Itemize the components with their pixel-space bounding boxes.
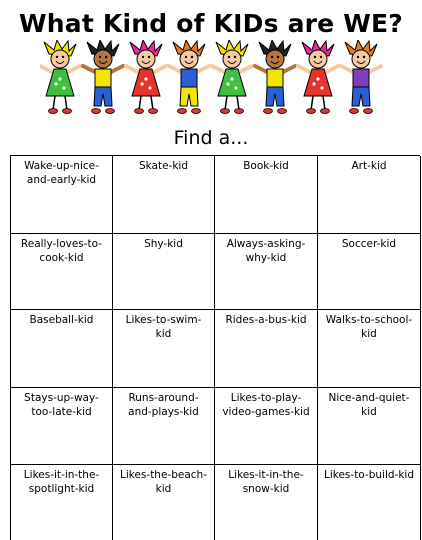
grid-cell-text: and-plays-kid (128, 406, 199, 418)
grid-cell (215, 156, 318, 234)
grid-cell-text: spotlight-kid (28, 483, 95, 495)
grid-cell-text: snow-kid (242, 483, 290, 495)
grid-cell (11, 388, 113, 465)
grid-cell (113, 156, 215, 234)
grid-cell-text: Shy-kid (144, 238, 183, 250)
grid-cell (113, 388, 215, 465)
kid-figure (298, 40, 338, 114)
grid-cell-text: Likes-to-build-kid (324, 469, 414, 481)
grid-cell-text: video-games-kid (222, 406, 310, 418)
grid-cell (318, 388, 421, 465)
kid-figure (255, 40, 295, 114)
grid-cell (11, 234, 113, 310)
grid-cell (113, 234, 215, 310)
grid-cell (11, 465, 113, 540)
grid-cell (318, 310, 421, 388)
kid-figure (83, 40, 123, 114)
grid-cell (215, 465, 318, 540)
grid-cell (318, 465, 421, 540)
grid-cell (11, 310, 113, 388)
grid-cell-text: kid (155, 483, 172, 495)
grid-cell-text: Rides-a-bus-kid (225, 314, 307, 326)
grid-cell-text: Wake-up-nice- (24, 160, 99, 172)
grid-cell (318, 234, 421, 310)
grid-cell-text: Always-asking- (226, 238, 306, 250)
find-a-heading: Find a... (173, 127, 249, 149)
grid-cell-text: Walks-to-school- (325, 314, 413, 326)
kid-figure (169, 40, 209, 114)
grid-cell-text: Soccer-kid (341, 238, 397, 250)
grid-cell-text: Nice-and-quiet- (328, 392, 410, 404)
grid-cell-text: Runs-around- (128, 392, 199, 404)
grid-cell-text: and-early-kid (26, 174, 97, 186)
grid-cell-text: Baseball-kid (29, 314, 94, 326)
grid-cell-text: why-kid (245, 252, 287, 264)
grid-cell-text: Really-loves-to- (20, 238, 103, 250)
grid-cell-text: too-late-kid (31, 406, 92, 418)
grid-cell-text: Likes-it-in-the- (228, 469, 304, 481)
kid-figure (40, 40, 80, 114)
grid-cell-text: cook-kid (39, 252, 84, 264)
grid-cell-text: Likes-the-beach- (120, 469, 207, 481)
grid-cell-text: kid (361, 406, 377, 418)
kid-figure (126, 40, 166, 114)
grid-cell (113, 465, 215, 540)
grid-cell (318, 156, 421, 234)
kid-figure (341, 40, 381, 114)
grid-cell-text: kid (155, 328, 172, 340)
grid-cell-text: Likes-it-in-the- (23, 469, 100, 481)
page-title: What Kind of KIDs are WE? (18, 9, 404, 38)
grid-cell-text: Likes-to-play- (230, 392, 302, 404)
bingo-grid (10, 155, 420, 540)
grid-cell-text: Book-kid (243, 160, 289, 172)
grid-cell (215, 234, 318, 310)
grid-cell-text: Likes-to-swim- (125, 314, 202, 326)
grid-cell (113, 310, 215, 388)
kids-illustration (40, 40, 385, 120)
kid-figure (212, 40, 252, 114)
grid-cell-text: Stays-up-way- (24, 392, 99, 404)
grid-cell (11, 156, 113, 234)
grid-cell-text: kid (361, 328, 377, 340)
grid-cell-text: Art-kid (351, 160, 387, 172)
grid-cell (215, 388, 318, 465)
grid-cell-text: Skate-kid (138, 160, 189, 172)
grid-cell (215, 310, 318, 388)
